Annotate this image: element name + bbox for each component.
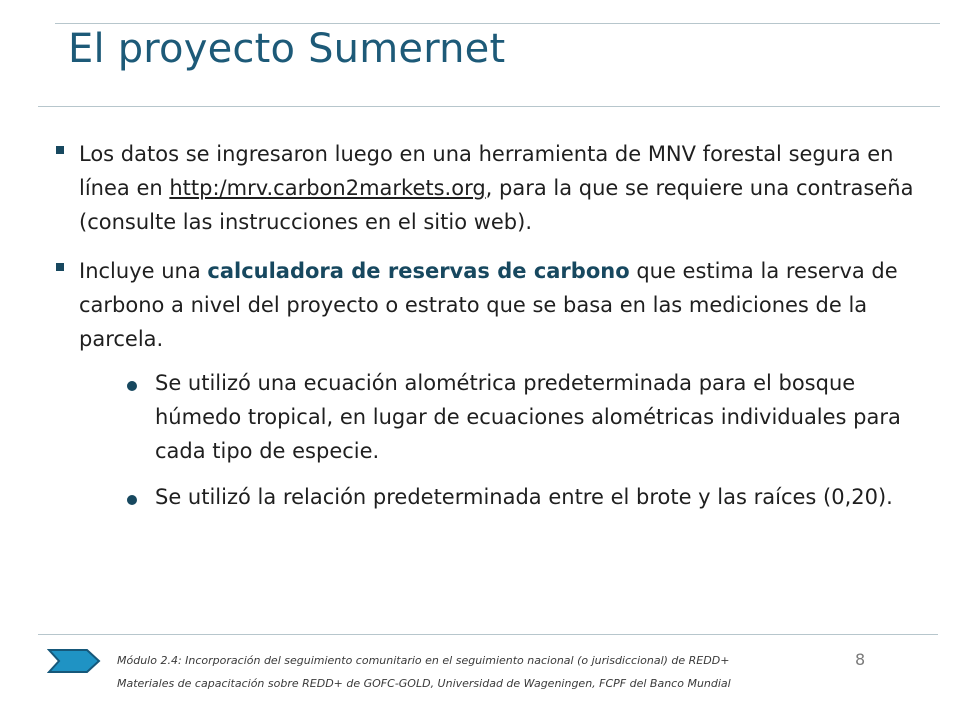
bullet-text: , para la que se requiere una contraseña (consulte las instrucciones en el sitio web). bbox=[79, 176, 914, 234]
bullet-text: que estima la reserva de carbono a nivel del proyecto o estrato que se basa en las mediciones de la parcela. bbox=[79, 259, 898, 351]
round-bullet-icon bbox=[127, 495, 137, 505]
sub-bullet-allometric-equation bbox=[155, 366, 935, 468]
footer-credits-line: Materiales de capacitación sobre REDD+ de GOFC-GOLD, Universidad de Wageningen, FCPF del Banco Mundial bbox=[117, 677, 731, 690]
bullet-text: Los datos se ingresaron luego en una herramienta de MNV forestal segura en línea en bbox=[79, 142, 894, 200]
page-number: 8 bbox=[855, 650, 866, 669]
square-bullet-icon bbox=[56, 263, 64, 271]
mrv-link[interactable]: http:/mrv.carbon2markets.org bbox=[169, 176, 486, 200]
bullet-mrv-tool bbox=[79, 137, 941, 239]
square-bullet-icon bbox=[56, 146, 64, 154]
sub-bullet-root-shoot-ratio bbox=[155, 480, 935, 514]
round-bullet-icon bbox=[127, 381, 137, 391]
chevron-arrow-icon bbox=[47, 648, 101, 674]
sub-bullet-text: Se utilizó la relación predeterminada entre el brote y las raíces (0,20). bbox=[155, 485, 893, 509]
title-divider bbox=[38, 106, 940, 107]
top-divider bbox=[55, 23, 940, 24]
bullet-text: Incluye una bbox=[79, 259, 208, 283]
slide-title: El proyecto Sumernet bbox=[68, 26, 506, 72]
bullet-carbon-calculator bbox=[79, 254, 941, 356]
footer-divider bbox=[38, 634, 938, 635]
sub-bullet-text: Se utilizó una ecuación alométrica predeterminada para el bosque húmedo tropical, en lugar de ecuaciones alométricas individuales para cada tipo de especie. bbox=[155, 371, 901, 463]
bullet-emphasis: calculadora de reservas de carbono bbox=[207, 259, 630, 283]
footer-module-line: Módulo 2.4: Incorporación del seguimiento comunitario en el seguimiento nacional (o jurisdiccional) de REDD+ bbox=[117, 654, 730, 667]
